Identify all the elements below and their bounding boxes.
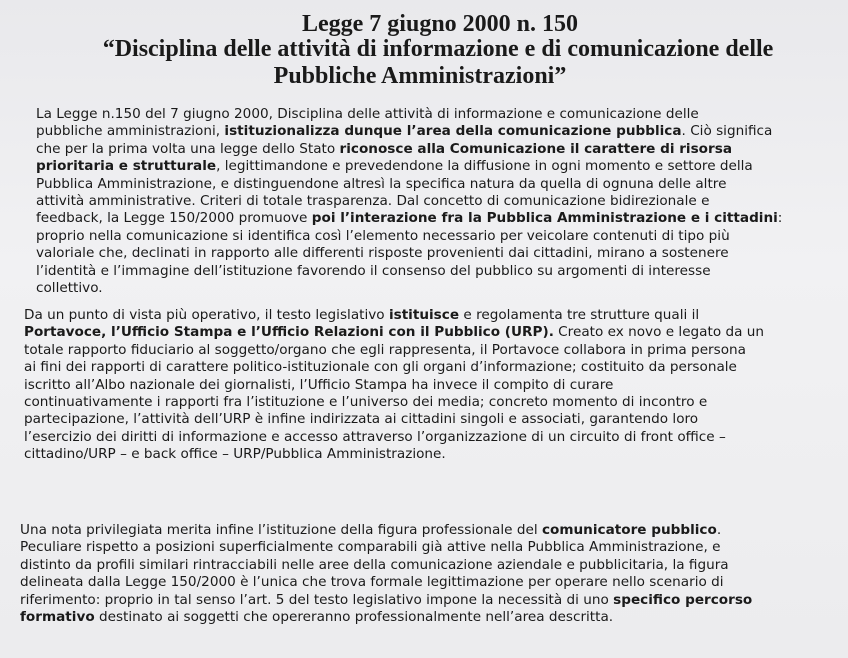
paragraph-structures: [24, 307, 764, 464]
text-segment: che per la prima volta una legge dello Stato: [36, 140, 340, 157]
text-segment: Una nota privilegiata merita infine l’istituzione della figura professionale del: [20, 522, 542, 538]
bold-text: prioritaria e strutturale: [36, 158, 217, 175]
text-line: [24, 446, 764, 463]
text-segment: delineata dalla Legge 150/2000 è l’unica che trova formale legittimazione per operare nello scenario di: [20, 574, 724, 591]
text-line: [36, 245, 782, 262]
text-segment: totale rapporto fiduciario al soggetto/organo che egli rappresenta, il Portavoce collabora in prima persona: [24, 341, 746, 358]
text-segment: La Legge n.150 del 7 giugno 2000, Disciplina delle attività di informazione e comunicazione delle: [36, 106, 699, 122]
text-line: [20, 539, 752, 556]
text-segment: e regolamenta tre strutture quali il: [459, 307, 700, 323]
text-line: [20, 522, 752, 539]
text-segment: cittadino/URP – e back office – URP/Pubblica Amministrazione.: [24, 446, 446, 463]
text-line: [24, 394, 764, 411]
text-line: [24, 377, 764, 394]
text-segment: Peculiare rispetto a posizioni superficialmente comparabili già attive nella Pubblica Amministrazione, e: [20, 539, 721, 556]
text-segment: . Ciò significa: [681, 123, 773, 140]
text-line: [24, 411, 764, 428]
text-segment: Pubblica Amministrazione, e distinguendone altresì la specifica natura da quella di ognuna delle altre: [36, 175, 727, 192]
text-segment: collettivo.: [36, 280, 103, 297]
text-segment: pubbliche amministrazioni,: [36, 123, 225, 140]
text-line: [36, 106, 782, 123]
text-segment: :: [777, 210, 783, 227]
text-line: [36, 176, 782, 193]
text-segment: partecipazione, l’attività dell’URP è infine indirizzata ai cittadini singoli e associati, garantendo loro: [24, 411, 699, 428]
text-line: [36, 228, 782, 245]
text-line: [36, 193, 782, 210]
bold-text: Portavoce, l’Ufficio Stampa e l’Ufficio Relazioni con il Pubblico (URP).: [24, 324, 554, 341]
text-segment: l’identità e l’immagine dell’istituzione favorendo il consenso del pubblico su argomenti di interesse: [36, 262, 711, 279]
text-segment: valoriale che, declinati in rapporto alle differenti risposte provenienti dai cittadini, mirano a sostenere: [36, 245, 729, 262]
text-segment: ai fini dei rapporti di carattere politico-istituzionale con gli organi d’informazione; costituito da personale: [24, 359, 737, 376]
text-line: [24, 359, 764, 376]
text-line: [36, 141, 782, 158]
text-segment: l’esercizio dei diritti di informazione e accesso attraverso l’organizzazione di un circuito di front office –: [24, 428, 726, 445]
text-segment: , legittimandone e prevedendone la diffusione in ogni momento e settore della: [216, 158, 753, 175]
paragraph-overview: [36, 106, 782, 297]
text-line: [20, 574, 752, 591]
text-line: [36, 280, 782, 297]
text-segment: Creato ex novo e legato da un: [553, 324, 764, 341]
text-segment: destinato ai soggetti che opereranno professionalmente nell’area descritta.: [94, 609, 614, 626]
text-segment: Da un punto di vista più operativo, il testo legislativo: [24, 307, 389, 323]
bold-text: specifico percorso: [613, 591, 753, 608]
text-segment: iscritto all’Albo nazionale dei giornalisti, l’Ufficio Stampa ha invece il compito di curare: [24, 376, 614, 393]
text-line: [24, 307, 764, 324]
text-line: [24, 324, 764, 341]
text-segment: feedback, la Legge 150/2000 promuove: [36, 210, 312, 227]
bold-text: poi l’interazione fra la Pubblica Amministrazione e i cittadini: [311, 210, 778, 227]
bold-text: istituisce: [388, 307, 460, 323]
text-segment: continuativamente i rapporti fra l’istituzione e l’universo dei media; concreto momento di incontro e: [24, 394, 708, 411]
text-segment: distinto da profili similari rintracciabili nelle aree della comunicazione aziendale e pubblicitaria, la figura: [20, 556, 729, 573]
law-title: Legge 7 giugno 2000 n. 150: [301, 11, 579, 37]
bold-text: riconosce alla Comunicazione il carattere di risorsa: [339, 140, 732, 157]
text-segment: attività amministrative. Criteri di totale trasparenza. Dal concetto di comunicazione bidirezionale e: [36, 193, 710, 210]
text-segment: .: [716, 522, 722, 538]
text-line: [36, 123, 782, 140]
text-line: [20, 609, 752, 626]
text-line: [24, 342, 764, 359]
text-line: [20, 557, 752, 574]
bold-text: istituzionalizza dunque l’area della comunicazione pubblica: [224, 123, 682, 140]
bold-text: comunicatore pubblico: [541, 522, 717, 538]
text-segment: riferimento: proprio in tal senso l’art. 5 del testo legislativo impone la necessità di uno: [20, 591, 614, 608]
text-line: [36, 263, 782, 280]
text-line: [20, 592, 752, 609]
law-subtitle-line-2: Pubbliche Amministrazioni”: [273, 63, 567, 89]
text-line: [36, 210, 782, 227]
law-subtitle-line-1: “Disciplina delle attività di informazione e di comunicazione delle: [102, 36, 774, 62]
bold-text: formativo: [20, 609, 95, 626]
paragraph-communicator: [20, 522, 752, 626]
text-line: [36, 158, 782, 175]
text-segment: proprio nella comunicazione si identifica così l’elemento necessario per veicolare contenuti di tipo più: [36, 227, 730, 244]
text-line: [24, 429, 764, 446]
